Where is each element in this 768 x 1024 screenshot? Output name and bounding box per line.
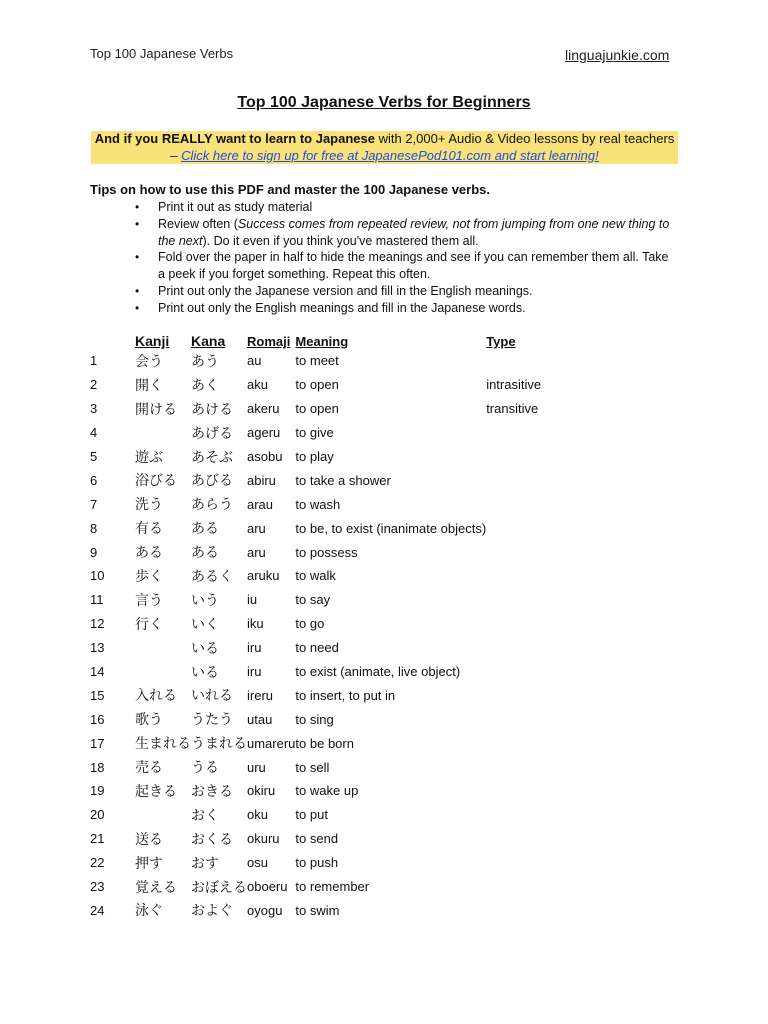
verb-kana: ある bbox=[191, 520, 219, 537]
header-type: Type bbox=[486, 334, 516, 349]
verb-meaning: to send bbox=[295, 831, 339, 847]
verb-romaji: osu bbox=[247, 855, 268, 871]
verb-kanji: 会う bbox=[135, 352, 163, 369]
verb-number: 24 bbox=[90, 902, 105, 918]
tip-text: Review often ( bbox=[158, 216, 238, 231]
verb-number: 2 bbox=[90, 377, 98, 393]
verb-kanji: 洗う bbox=[135, 496, 163, 513]
table-row bbox=[90, 851, 736, 875]
verb-meaning: to sing bbox=[295, 711, 334, 727]
verb-romaji: ireru bbox=[247, 687, 274, 703]
verb-kana: おくる bbox=[191, 830, 233, 847]
verb-type bbox=[486, 851, 736, 875]
verb-kanji: 歩く bbox=[135, 567, 163, 584]
verb-number: 7 bbox=[90, 496, 98, 512]
verb-meaning: to be born bbox=[295, 735, 354, 751]
verb-meaning: to exist (animate, live object) bbox=[295, 664, 461, 680]
table-row bbox=[90, 612, 736, 636]
verb-kana: いる bbox=[191, 663, 219, 680]
verb-kanji bbox=[135, 660, 191, 684]
tips-list bbox=[133, 199, 678, 317]
verb-kanji: ある bbox=[135, 544, 163, 561]
table-row bbox=[90, 468, 736, 492]
tip-item: • Fold over the paper in half to hide the meanings and see if you can remember them all. Take a peek if you forget something. Repeat this often. bbox=[133, 249, 678, 283]
verb-number: 16 bbox=[90, 711, 105, 727]
verb-type bbox=[486, 731, 736, 755]
verb-kana: いく bbox=[191, 615, 219, 632]
verb-kana: うたう bbox=[191, 711, 233, 728]
verb-kanji: 起きる bbox=[135, 782, 177, 799]
verb-meaning: to insert, to put in bbox=[295, 687, 396, 703]
verb-number: 19 bbox=[90, 783, 105, 799]
verb-kana: ある bbox=[191, 544, 219, 561]
verb-romaji: aru bbox=[247, 544, 266, 560]
verb-number: 5 bbox=[90, 449, 98, 464]
verb-kanji: 浴びる bbox=[135, 472, 177, 489]
table-row bbox=[90, 564, 736, 588]
verb-type bbox=[486, 755, 736, 779]
verb-romaji: oyogu bbox=[247, 902, 283, 918]
verb-meaning: to wake up bbox=[295, 783, 359, 799]
table-row bbox=[90, 421, 736, 445]
verbs-table bbox=[90, 331, 736, 922]
verb-kanji: 売る bbox=[135, 759, 163, 776]
verb-number: 21 bbox=[90, 831, 105, 847]
verb-number: 22 bbox=[90, 855, 105, 871]
verb-kana: うる bbox=[191, 759, 219, 776]
verb-type bbox=[486, 421, 736, 445]
verb-kana: あるく bbox=[191, 567, 233, 584]
verb-number: 17 bbox=[90, 735, 105, 751]
header-site-link[interactable]: linguajunkie.com bbox=[565, 47, 670, 63]
table-row bbox=[90, 779, 736, 803]
verb-meaning: to meet bbox=[295, 353, 339, 369]
verb-meaning: to sell bbox=[295, 759, 330, 775]
verb-type bbox=[486, 875, 736, 899]
table-body bbox=[90, 349, 736, 922]
verb-kanji: 入れる bbox=[135, 687, 177, 704]
verb-romaji: akeru bbox=[247, 401, 280, 417]
verb-type bbox=[486, 540, 736, 564]
verb-meaning: to give bbox=[295, 425, 334, 441]
verb-kanji: 送る bbox=[135, 830, 163, 847]
verb-number: 9 bbox=[90, 544, 98, 560]
verb-kanji: 開ける bbox=[135, 400, 177, 417]
verb-kanji bbox=[135, 803, 191, 827]
verb-kanji: 覚える bbox=[135, 878, 177, 895]
verb-type: transitive bbox=[486, 401, 539, 417]
verb-kanji: 有る bbox=[135, 520, 163, 537]
verb-romaji: abiru bbox=[247, 472, 276, 488]
verb-kana: あそぶ bbox=[191, 448, 233, 465]
verb-romaji: asobu bbox=[247, 449, 283, 464]
verb-kanji: 泳ぐ bbox=[135, 902, 163, 919]
table-row bbox=[90, 731, 736, 755]
verb-romaji: aru bbox=[247, 520, 266, 536]
verb-romaji: arau bbox=[247, 496, 274, 512]
verb-meaning: to open bbox=[295, 401, 339, 417]
verb-romaji: umareru bbox=[247, 735, 296, 751]
verb-number: 8 bbox=[90, 520, 98, 536]
verb-meaning: to take a shower bbox=[295, 472, 391, 488]
verb-kana: いう bbox=[191, 591, 219, 608]
table-row bbox=[90, 875, 736, 899]
verb-type bbox=[486, 445, 736, 469]
table-row bbox=[90, 373, 736, 397]
verb-meaning: to play bbox=[295, 449, 334, 464]
tip-item: • Print out only the English meanings and fill in the Japanese words. bbox=[133, 300, 678, 317]
table-row bbox=[90, 540, 736, 564]
verb-kana: あく bbox=[191, 376, 219, 393]
verb-type bbox=[486, 660, 736, 684]
verb-kana: あげる bbox=[191, 424, 233, 441]
verb-kana: いる bbox=[191, 639, 219, 656]
verb-meaning: to swim bbox=[295, 902, 340, 918]
verb-kana: いれる bbox=[191, 687, 233, 704]
verb-type bbox=[486, 564, 736, 588]
tip-item: • Print it out as study material bbox=[133, 199, 678, 216]
verb-type bbox=[486, 803, 736, 827]
verb-meaning: to push bbox=[295, 855, 339, 871]
verb-kana: およぐ bbox=[191, 902, 233, 919]
verb-kanji: 生まれる bbox=[135, 735, 191, 752]
verb-romaji: iru bbox=[247, 664, 262, 680]
verb-romaji: iku bbox=[247, 616, 264, 632]
verb-romaji: okuru bbox=[247, 831, 280, 847]
verb-number: 12 bbox=[90, 616, 105, 632]
verb-kana: うまれる bbox=[191, 735, 247, 752]
table-row bbox=[90, 516, 736, 540]
header-kanji: Kanji bbox=[135, 333, 170, 349]
header-doc-title: Top 100 Japanese Verbs bbox=[90, 46, 234, 61]
verb-kanji bbox=[135, 421, 191, 445]
verb-romaji: au bbox=[247, 353, 262, 369]
verb-type bbox=[486, 898, 736, 922]
table-row bbox=[90, 707, 736, 731]
verb-number: 20 bbox=[90, 807, 105, 823]
tips-heading: Tips on how to use this PDF and master the 100 Japanese verbs. bbox=[90, 182, 490, 197]
table-header-row bbox=[90, 331, 736, 349]
verb-romaji: aku bbox=[247, 377, 268, 393]
verb-meaning: to go bbox=[295, 616, 325, 632]
table-row bbox=[90, 636, 736, 660]
header-kana: Kana bbox=[191, 333, 226, 349]
promo-banner bbox=[91, 131, 678, 164]
tip-item bbox=[133, 216, 678, 250]
verb-meaning: to open bbox=[295, 377, 339, 393]
table-row bbox=[90, 898, 736, 922]
header-meaning: Meaning bbox=[295, 334, 349, 349]
page-title: Top 100 Japanese Verbs for Beginners bbox=[237, 94, 531, 111]
verb-type bbox=[486, 779, 736, 803]
verb-kana: あらう bbox=[191, 496, 233, 513]
verb-type bbox=[486, 468, 736, 492]
verb-meaning: to walk bbox=[295, 568, 336, 584]
verb-type bbox=[486, 588, 736, 612]
verb-meaning: to possess bbox=[295, 544, 358, 560]
verb-type bbox=[486, 492, 736, 516]
verb-number: 4 bbox=[90, 425, 98, 441]
tip-text: ). Do it even if you think you've mastered them all. bbox=[202, 233, 479, 248]
verb-romaji: iu bbox=[247, 592, 258, 608]
table-row bbox=[90, 803, 736, 827]
verb-type bbox=[486, 827, 736, 851]
table-row bbox=[90, 755, 736, 779]
table-row bbox=[90, 827, 736, 851]
verb-number: 3 bbox=[90, 401, 98, 417]
table-row bbox=[90, 660, 736, 684]
verb-kanji: 押す bbox=[135, 854, 163, 871]
verb-kana: おぼえる bbox=[191, 878, 247, 895]
verb-type: intrasitive bbox=[486, 377, 542, 393]
verb-number: 6 bbox=[90, 472, 98, 488]
verb-romaji: oku bbox=[247, 807, 268, 823]
verb-number: 15 bbox=[90, 687, 105, 703]
promo-bold-text: And if you REALLY want to learn to Japanese bbox=[94, 131, 375, 146]
verb-type bbox=[486, 516, 736, 540]
verb-romaji: aruku bbox=[247, 568, 280, 584]
verb-kana: あける bbox=[191, 400, 233, 417]
table-row bbox=[90, 397, 736, 421]
verb-type bbox=[486, 612, 736, 636]
verb-meaning: to remember bbox=[295, 879, 370, 895]
verb-romaji: oboeru bbox=[247, 879, 288, 895]
verb-kana: おく bbox=[191, 806, 219, 823]
verb-romaji: utau bbox=[247, 711, 273, 727]
verb-romaji: ageru bbox=[247, 425, 281, 441]
verb-type bbox=[486, 707, 736, 731]
verb-number: 10 bbox=[90, 568, 105, 584]
verb-number: 23 bbox=[90, 879, 105, 895]
verb-kana: おきる bbox=[191, 782, 233, 799]
verb-romaji: uru bbox=[247, 759, 266, 775]
verb-kanji: 開く bbox=[135, 376, 163, 393]
header-romaji: Romaji bbox=[247, 334, 291, 349]
verb-meaning: to wash bbox=[295, 496, 341, 512]
verb-romaji: iru bbox=[247, 640, 262, 656]
promo-text: with 2,000+ Audio & Video lessons by real teachers – bbox=[170, 131, 675, 163]
verb-kanji bbox=[135, 636, 191, 660]
verb-kanji: 遊ぶ bbox=[135, 448, 163, 465]
verb-type bbox=[486, 683, 736, 707]
promo-signup-link[interactable]: Click here to sign up for free at JapanesePod101.com and start learning! bbox=[181, 147, 599, 163]
verb-meaning: to need bbox=[295, 640, 339, 656]
verb-kanji: 行く bbox=[135, 615, 163, 632]
verb-type bbox=[486, 636, 736, 660]
verb-kana: あびる bbox=[191, 472, 233, 489]
verb-meaning: to be, to exist (inanimate objects) bbox=[295, 520, 487, 536]
tip-item: • Print out only the Japanese version and fill in the English meanings. bbox=[133, 283, 678, 300]
tip-italic-text: Success comes from repeated review, not from jumping from one new thing to the next bbox=[158, 216, 670, 248]
verb-type bbox=[486, 349, 736, 373]
verb-meaning: to put bbox=[295, 807, 328, 823]
verb-number: 1 bbox=[90, 353, 98, 369]
verb-number: 14 bbox=[90, 664, 105, 680]
verb-kanji: 歌う bbox=[135, 711, 163, 728]
table-row bbox=[90, 683, 736, 707]
verb-number: 13 bbox=[90, 640, 105, 656]
verb-number: 18 bbox=[90, 759, 105, 775]
header-num bbox=[90, 331, 135, 349]
verb-meaning: to say bbox=[295, 592, 331, 608]
table-row bbox=[90, 588, 736, 612]
verb-romaji: okiru bbox=[247, 783, 276, 799]
verb-kanji: 言う bbox=[135, 591, 163, 608]
verb-kana: おす bbox=[191, 854, 219, 871]
table-row bbox=[90, 492, 736, 516]
table-row bbox=[90, 349, 736, 373]
table-row bbox=[90, 445, 736, 469]
verb-number: 11 bbox=[90, 592, 104, 608]
verb-kana: あう bbox=[191, 352, 219, 369]
